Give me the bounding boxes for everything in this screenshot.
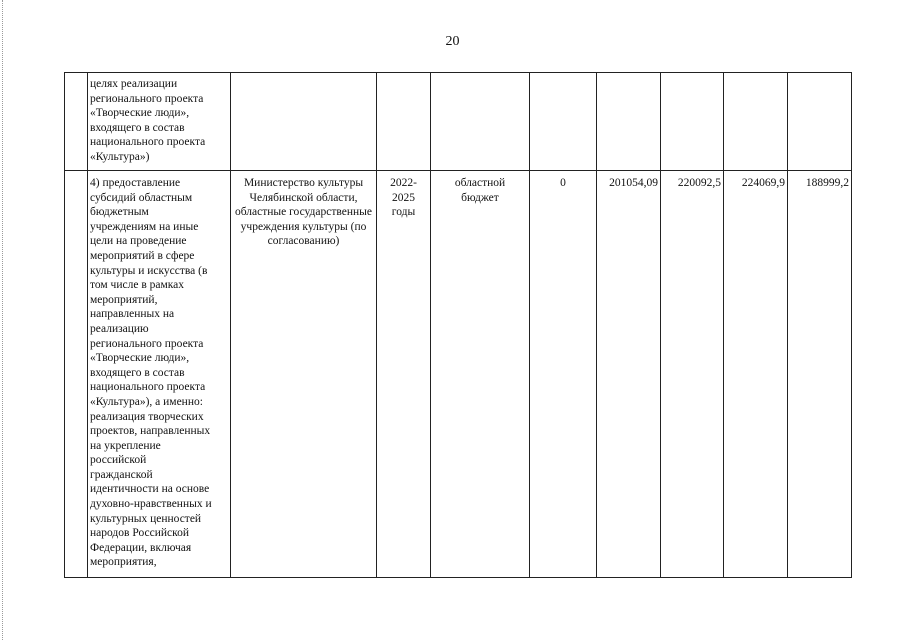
description-line: мероприятий в сфере <box>90 249 195 262</box>
description-line: 4) предоставление <box>90 177 181 189</box>
funding-source-cell <box>431 171 530 578</box>
table-row-continuation <box>65 73 852 171</box>
value-cell <box>724 73 788 171</box>
page-number: 20 <box>445 34 460 49</box>
value-cell: 188999,2 <box>788 171 852 578</box>
page-edge-dotted-line <box>2 0 3 640</box>
description-line: мероприятия, <box>90 556 157 569</box>
description-line: духовно-нравственных и <box>90 498 212 511</box>
source-line: бюджет <box>461 191 499 204</box>
description-line: гражданской <box>90 468 153 481</box>
program-activities-table <box>64 72 852 578</box>
description-line: цели на проведение <box>90 235 187 248</box>
executor-cell: Министерство культуры Челябинской области, областные государственные учреждения культуры (по согласованию) <box>231 171 377 578</box>
description-line: регионального проекта <box>90 92 204 105</box>
funding-source-cell <box>431 73 530 171</box>
number-cell <box>65 73 88 171</box>
value-cell: 220092,5 <box>661 171 724 578</box>
value-cell <box>661 73 724 171</box>
description-line: целях реализации <box>90 78 178 90</box>
description-line: «Творческие люди», <box>90 352 190 365</box>
description-line: на укрепление <box>90 439 161 452</box>
description-line: входящего в состав <box>90 121 185 134</box>
value-cell: 0 <box>530 171 597 578</box>
description-line: идентичности на основе <box>90 483 210 496</box>
description-line: мероприятий, <box>90 293 158 306</box>
description-line: входящего в состав <box>90 366 185 379</box>
value-cell <box>788 73 852 171</box>
value-cell <box>597 73 661 171</box>
period-line: 2025 <box>392 191 415 204</box>
period-line: 2022- <box>390 177 417 189</box>
description-line: «Культура»), а именно: <box>90 395 203 408</box>
description-line: проектов, направленных <box>90 425 211 438</box>
value-cell: 201054,09 <box>597 171 661 578</box>
executor-cell <box>231 73 377 171</box>
description-line: учреждениям на иные <box>90 220 199 233</box>
description-line: реализацию <box>90 322 149 335</box>
description-line: «Культура») <box>90 150 150 163</box>
number-cell <box>65 171 88 578</box>
description-line: бюджетным <box>90 206 149 219</box>
period-cell <box>377 171 431 578</box>
description-line: национального проекта <box>90 136 206 149</box>
description-line: реализация творческих <box>90 410 204 423</box>
description-line: народов Российской <box>90 527 190 540</box>
value-cell <box>530 73 597 171</box>
description-line: регионального проекта <box>90 337 204 350</box>
activity-description-cell <box>88 171 231 578</box>
period-cell <box>377 73 431 171</box>
description-line: «Творческие люди», <box>90 107 190 120</box>
description-line: культуры и искусства (в <box>90 264 208 277</box>
description-line: культурных ценностей <box>90 512 202 525</box>
description-line: Федерации, включая <box>90 541 192 554</box>
table-row-item-4 <box>65 171 852 578</box>
description-line: направленных на <box>90 308 175 321</box>
activity-description-cell <box>88 73 231 171</box>
description-line: национального проекта <box>90 381 206 394</box>
period-line: годы <box>391 206 416 219</box>
description-line: том числе в рамках <box>90 279 185 292</box>
source-line: областной <box>454 177 506 189</box>
description-line: субсидий областным <box>90 191 193 204</box>
description-line: российской <box>90 454 147 467</box>
value-cell: 224069,9 <box>724 171 788 578</box>
